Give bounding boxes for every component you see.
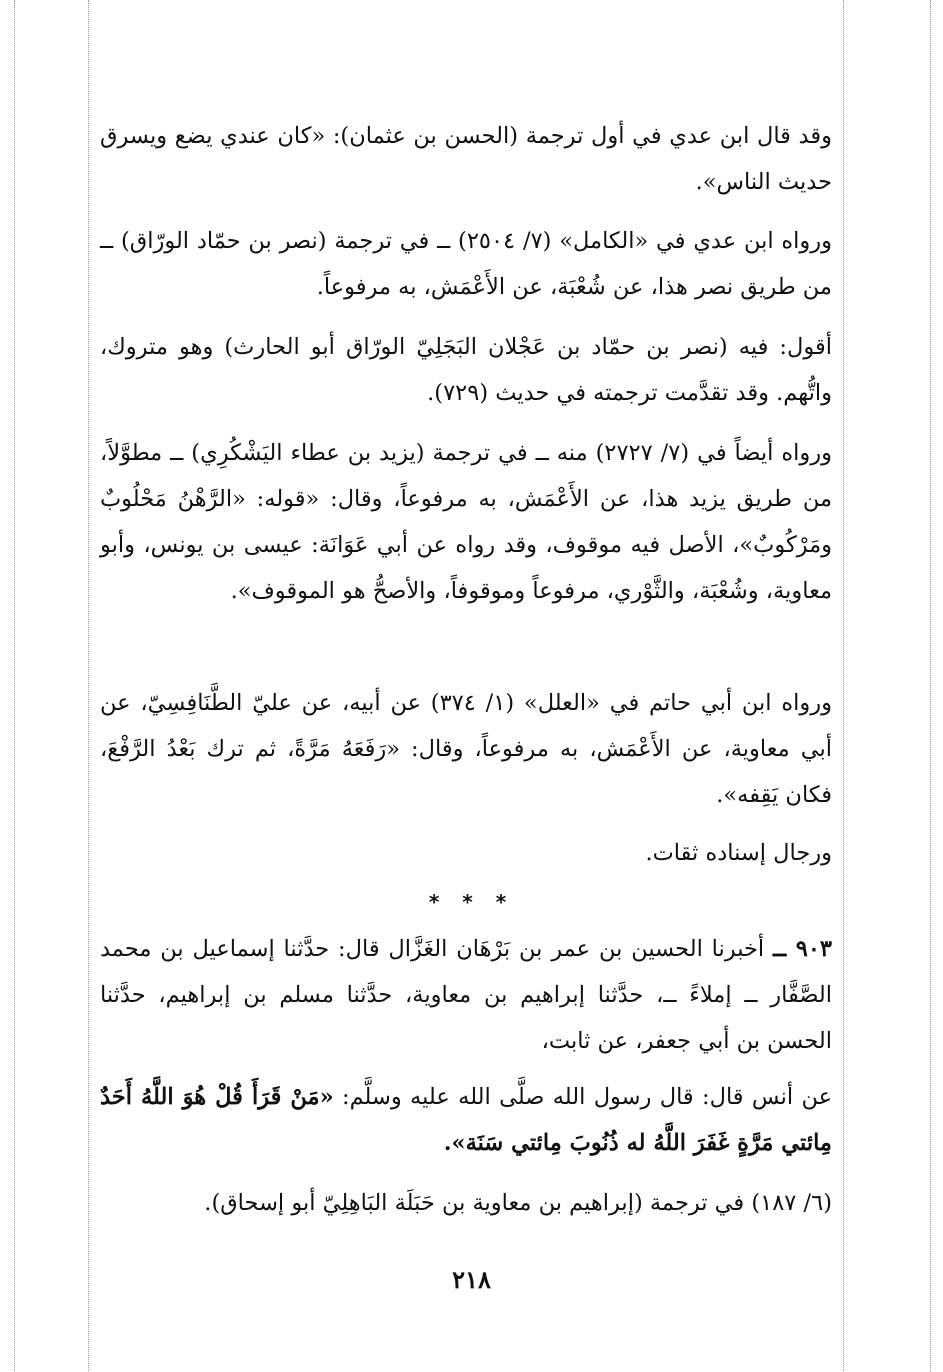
paragraph-text: ورواه ابن عدي في «الكامل» (٧/ ٢٥٠٤) ــ في ترجمة (نصر بن حمّاد الورّاق) ــ من طريق نصر هذا، عن شُعْبَة، عن الأَعْمَش، به مرفوعاً. bbox=[100, 228, 833, 300]
hadith-isnad: أخبرنا الحسين بن عمر بن بَرْهَان الغَزَّال قال: حدَّثنا إسماعيل بن محمد الصَّفَّار ــ إملاءً ــ، حدَّثنا إبراهيم بن معاوية، حدَّثنا مسلم بن إبراهيم، حدَّثنا الحسن بن أبي جعفر، عن ثابت، bbox=[100, 936, 832, 1054]
paragraph-text: ورواه ابن أبي حاتم في «العلل» (١/ ٣٧٤) عن أبيه، عن عليّ الطَّنَافِسِيّ، عن أبي معاوية، عن الأَعْمَش، به مرفوعاً، وقال: «رَفَعَهُ مَرَّةً، ثم ترك بَعْدُ الرَّفْعَ، فكان يَقِفه». bbox=[100, 690, 832, 808]
hadith-quote: «مَنْ قَرَأَ قُلْ هُوَ اللَّهُ أَحَدٌ مِائتي مَرَّةٍ غَفَرَ اللَّهُ له ذُنُوبَ مِائتي سَنَة». bbox=[100, 1084, 832, 1156]
page-edge-right-inner bbox=[843, 0, 844, 1372]
page-edge-left-inner bbox=[88, 0, 89, 1372]
page-edge-left-outer bbox=[14, 0, 15, 1372]
paragraph-yazid-reference bbox=[100, 430, 832, 614]
hadith-903-source bbox=[100, 1180, 832, 1226]
paragraph-aqulu-comment bbox=[100, 324, 832, 416]
page-edge-right-outer bbox=[930, 0, 931, 1372]
page-number: ٢١٨ bbox=[452, 1265, 491, 1294]
paragraph-text bbox=[100, 1074, 832, 1166]
hadith-903-chain bbox=[100, 926, 832, 1064]
paragraph-isnad-verdict bbox=[100, 830, 832, 876]
paragraph-ibn-adi-quote bbox=[100, 113, 832, 205]
paragraph-kamil-reference bbox=[100, 218, 832, 310]
paragraph-ilal-reference bbox=[100, 680, 832, 818]
paragraph-text: أقول: فيه (نصر بن حمّاد بن عَجْلان البَجَلِيّ الورّاق أبو الحارث) وهو متروك، واتُّهم. وقد تقدَّمت ترجمته في حديث (٧٢٩). bbox=[100, 334, 832, 406]
paragraph-text bbox=[100, 926, 832, 1064]
paragraph-text: ورواه أيضاً في (٧/ ٢٧٢٧) منه ــ في ترجمة (يزيد بن عطاء اليَشْكُرِي) ــ مطوَّلاً، من طريق يزيد هذا، عن الأَعْمَش، به مرفوعاً، وقال: «قوله: «الرَّهْنُ مَحْلُوبٌ ومَرْكُوبٌ»، الأصل فيه موقوف، وقد رواه عن أبي عَوَانَة: عيسى بن يونس، وأبو معاوية، وشُعْبَة، والثَّوْري، مرفوعاً وموقوفاً، والأصحُّ هو الموقوف». bbox=[100, 440, 832, 604]
hadith-number: ٩٠٣ ــ bbox=[773, 936, 832, 962]
hadith-intro: عن أنس قال: قال رسول الله صلَّى الله عليه وسلَّم: bbox=[342, 1084, 832, 1110]
paragraph-text: (٦/ ١٨٧) في ترجمة (إبراهيم بن معاوية بن حَبَلَة البَاهِلِيّ أبو إسحاق). bbox=[204, 1190, 832, 1216]
paragraph-text: وقد قال ابن عدي في أول ترجمة (الحسن بن عثمان): «كان عندي يضع ويسرق حديث الناس». bbox=[100, 123, 832, 195]
paragraph-text: ورجال إسناده ثقات. bbox=[645, 840, 832, 866]
hadith-903-matn bbox=[100, 1074, 832, 1166]
section-separator: * * * bbox=[428, 890, 515, 914]
